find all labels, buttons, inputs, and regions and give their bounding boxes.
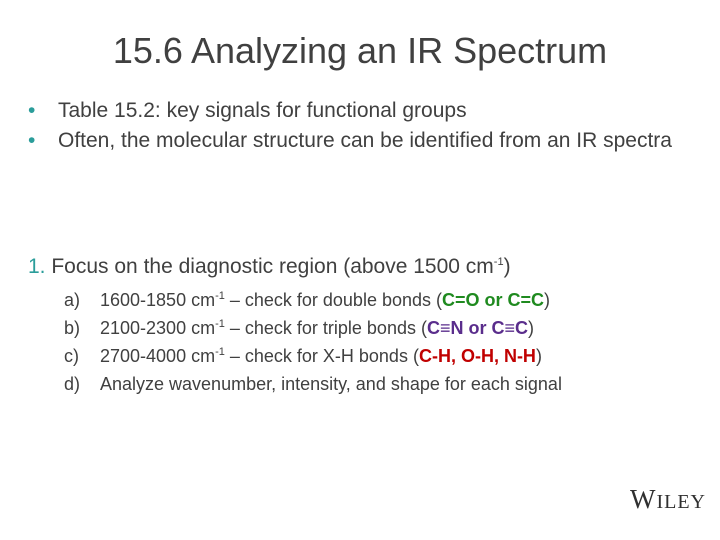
bullet-list	[28, 96, 708, 156]
sub-item-a	[64, 286, 714, 314]
sub-range: 2700-4000 cm	[100, 346, 216, 366]
step-text: Focus on the diagnostic region (above 1500 cm	[51, 255, 494, 278]
slide-title: 15.6 Analyzing an IR Spectrum	[112, 30, 608, 71]
sub-letter: a)	[64, 290, 81, 310]
sub-text: – check for double bonds (	[224, 290, 442, 310]
logo-initial: W	[629, 484, 657, 514]
sub-item-c	[64, 342, 714, 370]
bullet-dot-icon: •	[28, 99, 36, 122]
sub-range: 2100-2300 cm	[100, 318, 216, 338]
bullet-item	[28, 96, 708, 126]
sub-text: – check for triple bonds (	[224, 318, 427, 338]
step-number: 1.	[28, 255, 46, 278]
sub-highlight: C=O or C=C	[442, 290, 545, 310]
sub-letter: b)	[64, 318, 81, 338]
sub-text: – check for X-H bonds (	[224, 346, 419, 366]
sub-letter: c)	[64, 346, 79, 366]
sub-superscript: -1	[215, 346, 225, 358]
bullet-dot-icon: •	[28, 129, 36, 152]
sub-end: )	[544, 290, 551, 310]
bullet-text: Often, the molecular structure can be identified from an IR spectra	[58, 129, 672, 152]
sub-text: Analyze wavenumber, intensity, and shape for each signal	[100, 374, 562, 394]
sub-superscript: -1	[215, 318, 225, 330]
bullet-item	[28, 126, 708, 156]
sub-end: )	[527, 318, 534, 338]
sub-letter: d)	[64, 374, 81, 394]
sub-list	[64, 286, 714, 398]
bullet-text: Table 15.2: key signals for functional groups	[58, 99, 467, 122]
step-superscript: -1	[493, 256, 504, 268]
sub-superscript: -1	[215, 290, 225, 302]
logo-rest: ILEY	[656, 491, 706, 513]
sub-end: )	[535, 346, 542, 366]
numbered-step	[28, 252, 708, 282]
step-close: )	[503, 255, 511, 278]
sub-range: 1600-1850 cm	[100, 290, 216, 310]
sub-item-d	[64, 370, 714, 398]
sub-highlight: C-H, O-H, N-H	[418, 346, 536, 366]
sub-item-b	[64, 314, 714, 342]
sub-highlight: C≡N or C≡C	[426, 318, 528, 338]
wiley-logo	[630, 484, 706, 515]
